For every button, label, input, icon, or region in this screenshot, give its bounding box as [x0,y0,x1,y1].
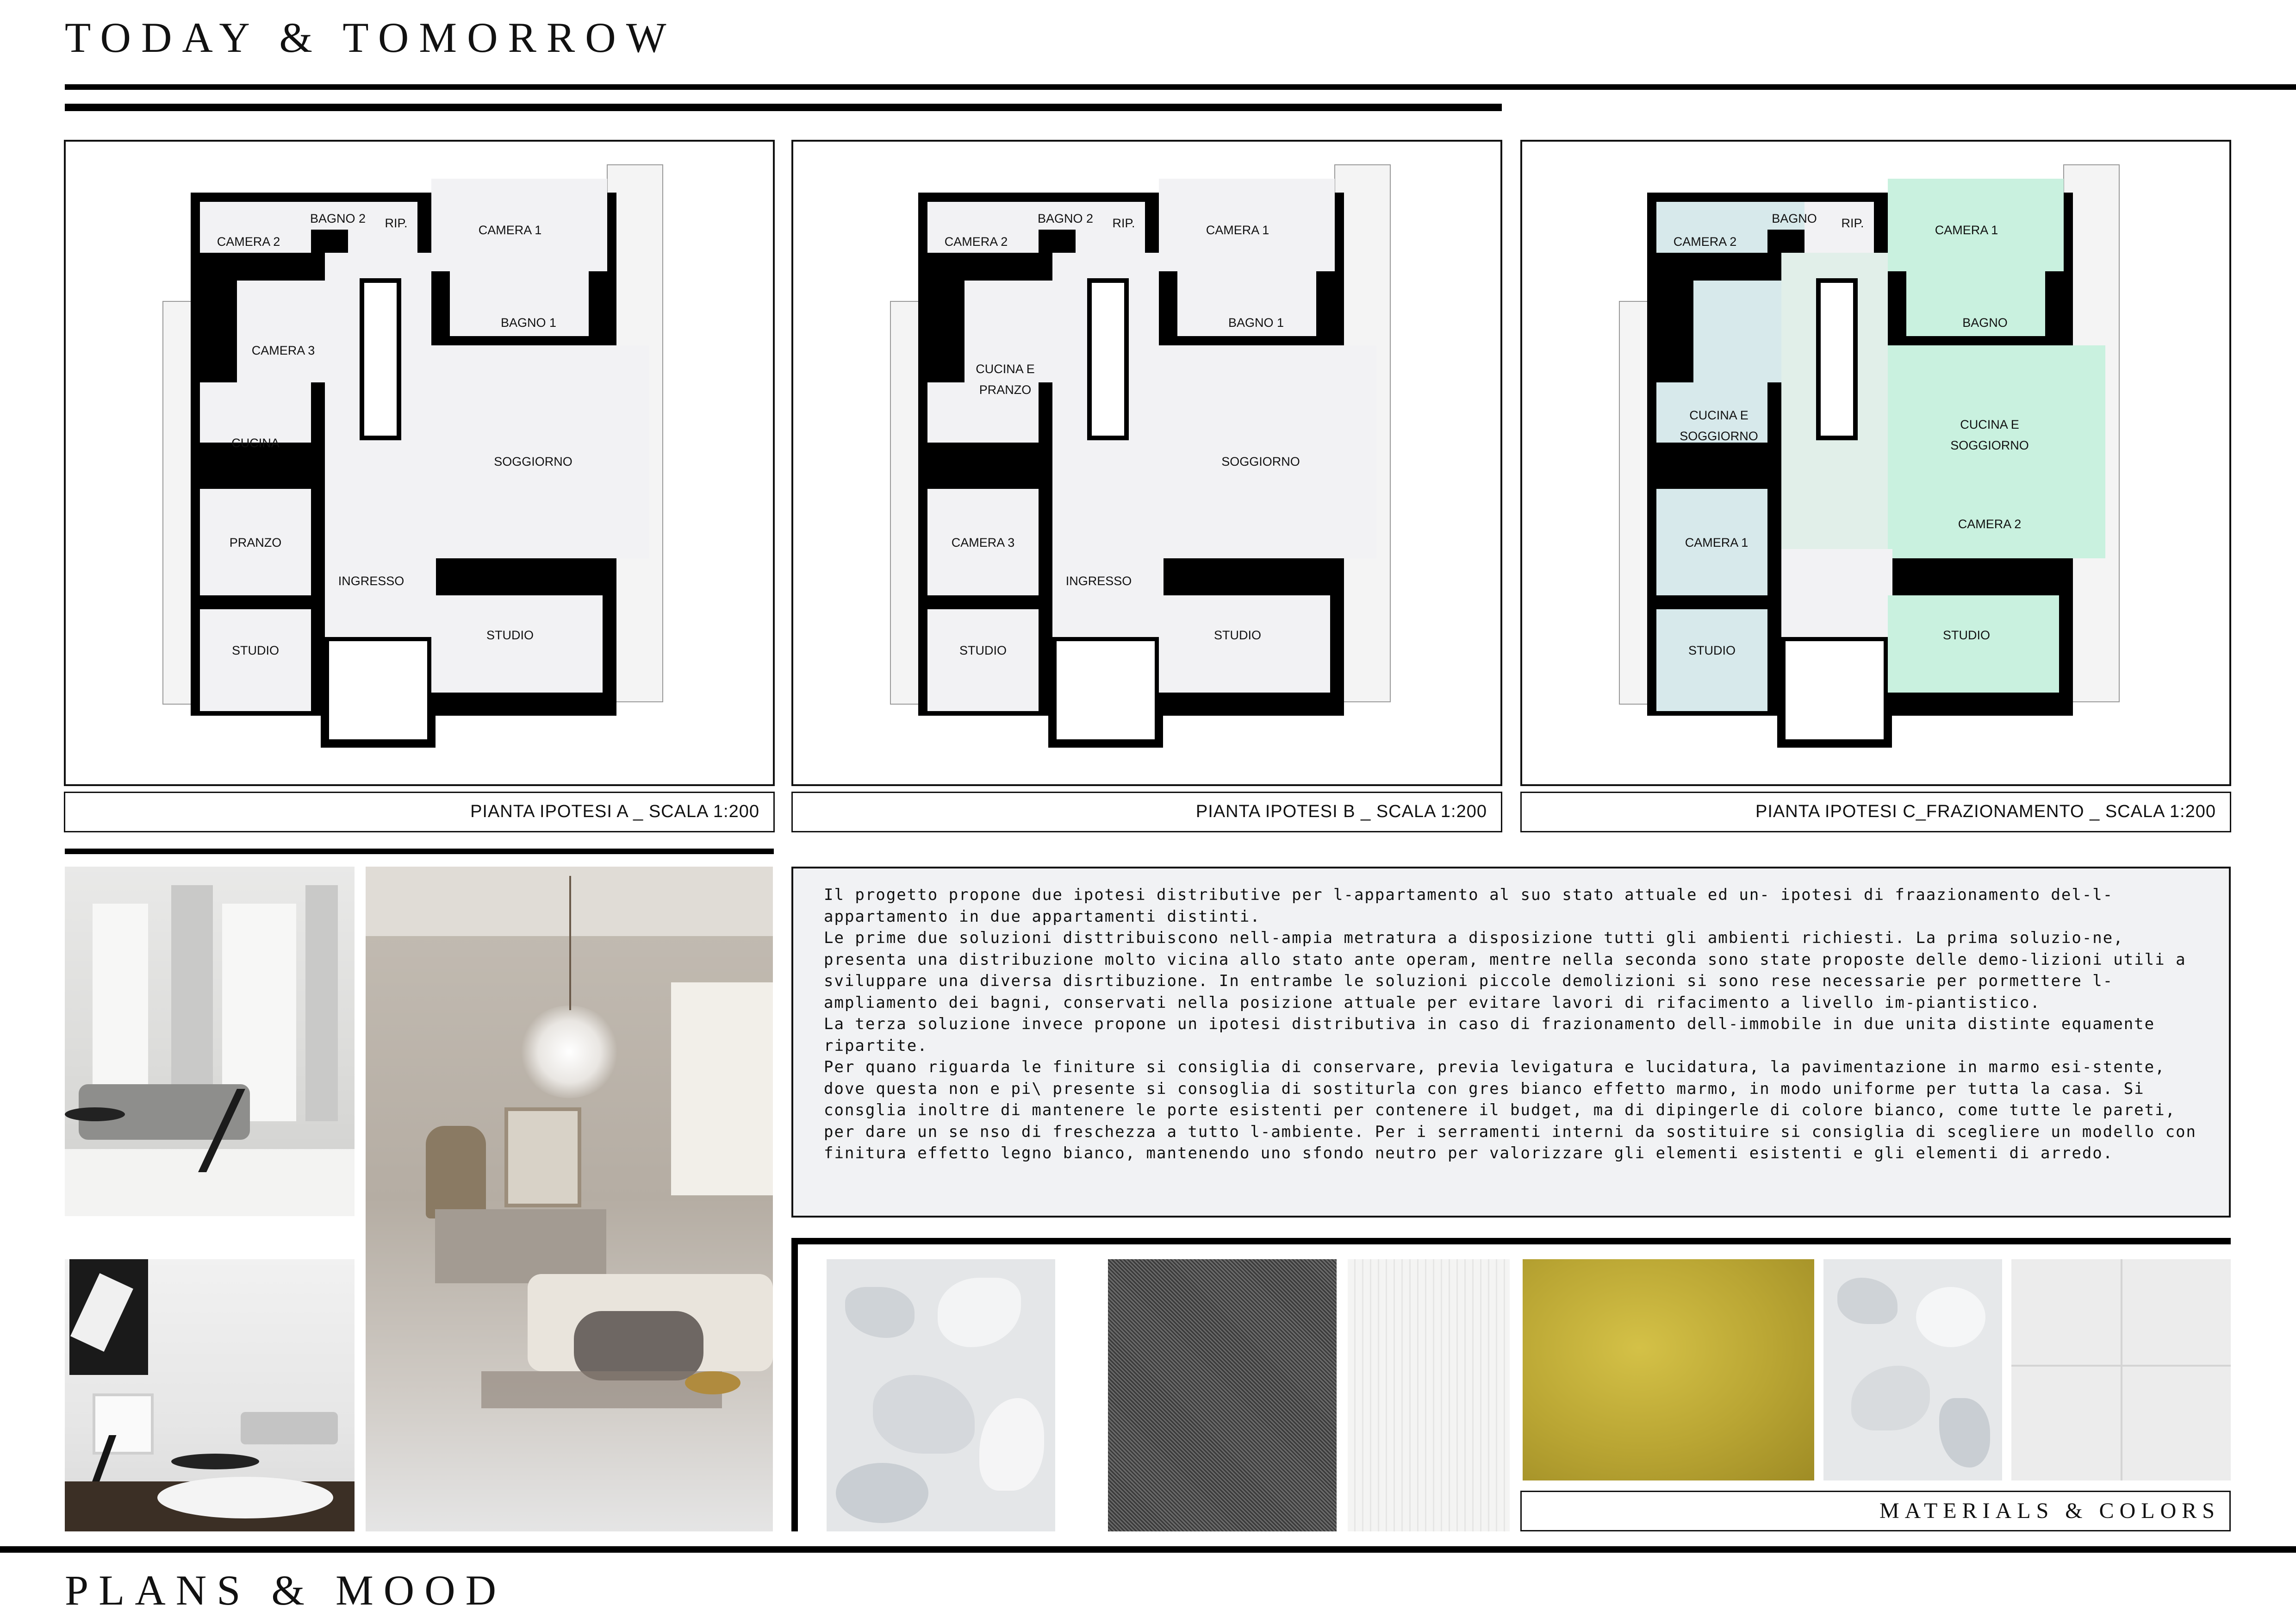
room-label: CUCINA E [976,362,1035,376]
plan-a-drawing [66,142,773,784]
room-label: CUCINA E [1960,418,2019,431]
room-label: STUDIO [959,643,1007,657]
room [1656,609,1767,711]
swatch-terrazzo-1 [827,1259,1055,1531]
room-label: STUDIO [1942,628,1991,642]
room-label: CAMERA 2 [217,235,280,249]
room [431,595,603,693]
header-rule-long [65,84,2296,90]
materials-caption: MATERIALS & COLORS [1520,1491,2231,1531]
room-label: STUDIO [1213,628,1262,642]
room-label: INGRESSO [1065,574,1132,588]
room-label: RIP. [385,216,408,230]
plan-a-caption: PIANTA IPOTESI A _ SCALA 1:200 [64,792,775,832]
room-label: BAGNO [1962,316,2008,330]
room [1888,595,2059,693]
entrance-porch [1781,637,1888,743]
room-label: RIP. [1112,216,1135,230]
footer-title: PLANS & MOOD [65,1567,507,1614]
swatch-terrazzo-2 [1823,1259,2002,1480]
room-label: CAMERA 1 [478,223,542,237]
description-paragraph: Le prime due soluzioni disttribuiscono nell-ampia metratura a disposizione tutti gli ambienti richiesti. La prima soluzio-ne, presenta una distribuzione molto vicina allo stato ante operam, mentre nella seconda sono state proposte delle demo-lizioni utili a sviluppare una diversa disrtibuzione. In entrambe le soluzioni piccole demolizioni si sono rese necessarie per pormettere l-ampliamento dei bagni, conservati nella posizione attuale per evitare lavori di rifacimento a livello im-piantistico. [824,929,2186,1012]
swatch-white-tiles [2011,1259,2231,1480]
plan-a-panel [64,140,775,786]
description-panel [791,867,2231,1218]
room-label: CAMERA 2 [1958,517,2022,531]
plan-b-panel [791,140,1502,786]
room-label: BAGNO 2 [1037,212,1094,225]
room [325,549,436,637]
room-label: STUDIO [486,628,534,642]
room-label: PRANZO [979,383,1032,397]
plan-c-panel [1520,140,2231,786]
room-label: CAMERA 1 [1206,223,1269,237]
room-label: RIP. [1841,216,1864,230]
room-label: CAMERA 3 [251,344,315,357]
description-paragraph: Il progetto propone due ipotesi distributive per l-appartamento al suo stato attuale ed un- ipotesi di fraazionamento del-l-appartamento in due appartamenti distinti. [824,886,2114,926]
room-label: SOGGIORNO [1221,455,1300,468]
room-label: CAMERA 3 [951,536,1015,550]
room [1781,549,1892,637]
room-label: BAGNO [1772,212,1817,225]
room-label: SOGGIORNO [1950,438,2029,452]
description-paragraph: La terza soluzione invece propone un ipotesi distributiva in caso di frazionamento dell-immobile in due unita distinte equamente ripartite. [824,1015,2155,1055]
room-label: STUDIO [1688,643,1736,657]
mood-image-white-room [65,1259,355,1531]
room-label: SOGGIORNO [1680,429,1758,443]
room-label: BAGNO 1 [1228,316,1284,330]
materials-top-rule [791,1238,2231,1244]
mood-image-living-room [65,867,355,1216]
swatch-grey-fabric [1108,1259,1337,1531]
room [1159,595,1330,693]
room-label: CAMERA 1 [1935,223,1998,237]
room [431,345,649,558]
room-label: BAGNO 1 [500,316,557,330]
entrance-porch [1052,637,1159,743]
plan-c-caption: PIANTA IPOTESI C_FRAZIONAMENTO _ SCALA 1:200 [1520,792,2231,832]
room [237,281,325,382]
room [1693,281,1781,382]
swatch-white-wood [1348,1259,1510,1531]
mood-image-chandelier-room [366,867,773,1531]
footer-rule [0,1546,2296,1553]
room-label: CUCINA [231,436,280,450]
room-label: CUCINA E [1689,408,1748,422]
room-label: CAMERA 2 [1673,235,1737,249]
room-label: STUDIO [231,643,280,657]
mood-rule [65,849,774,854]
plan-c-drawing [1522,142,2229,784]
swatch-gold [1523,1259,1814,1480]
description-paragraph: Per quano riguarda le finiture si consiglia di conservare, previa levigatura e lucidatura, la pavimentazione in marmo esi-stente, dove questa non e pi\ presente si consoglia di sostiturla con gres bianco effetto marmo, in modo uniforme per tutta la casa. Si consglia inoltre di mantenere le porte esistenti per contenere il budget, ma di dipingerle di colore bianco, come tutte le pareti, per dare un se nso di freschezza a tutto l-ambiente. Per i serramenti interni da sostituire si consiglia di scegliere un modello con finitura effetto legno bianco, mantenendo uno sfondo neutro per valorizzare gli elementi esistenti e gli elementi di arredo. [824,1058,2197,1162]
room-label: BAGNO 2 [310,212,366,225]
room-label: INGRESSO [338,574,404,588]
room-label: CAMERA 2 [944,235,1008,249]
staircase [362,281,399,438]
staircase [1818,281,1855,438]
page-title: TODAY & TOMORROW [65,14,677,61]
plan-b-caption: PIANTA IPOTESI B _ SCALA 1:200 [791,792,1502,832]
room [200,382,311,443]
room [1052,549,1164,637]
room [927,609,1039,711]
header-rule-short [65,104,1502,111]
room [200,609,311,711]
entrance-porch [325,637,431,743]
room-label: SOGGIORNO [494,455,572,468]
staircase [1089,281,1126,438]
room-label: PRANZO [229,536,282,550]
plan-b-drawing [793,142,1500,784]
room [1159,345,1376,558]
room-label: CAMERA 1 [1685,536,1748,550]
materials-left-rule [791,1238,798,1531]
